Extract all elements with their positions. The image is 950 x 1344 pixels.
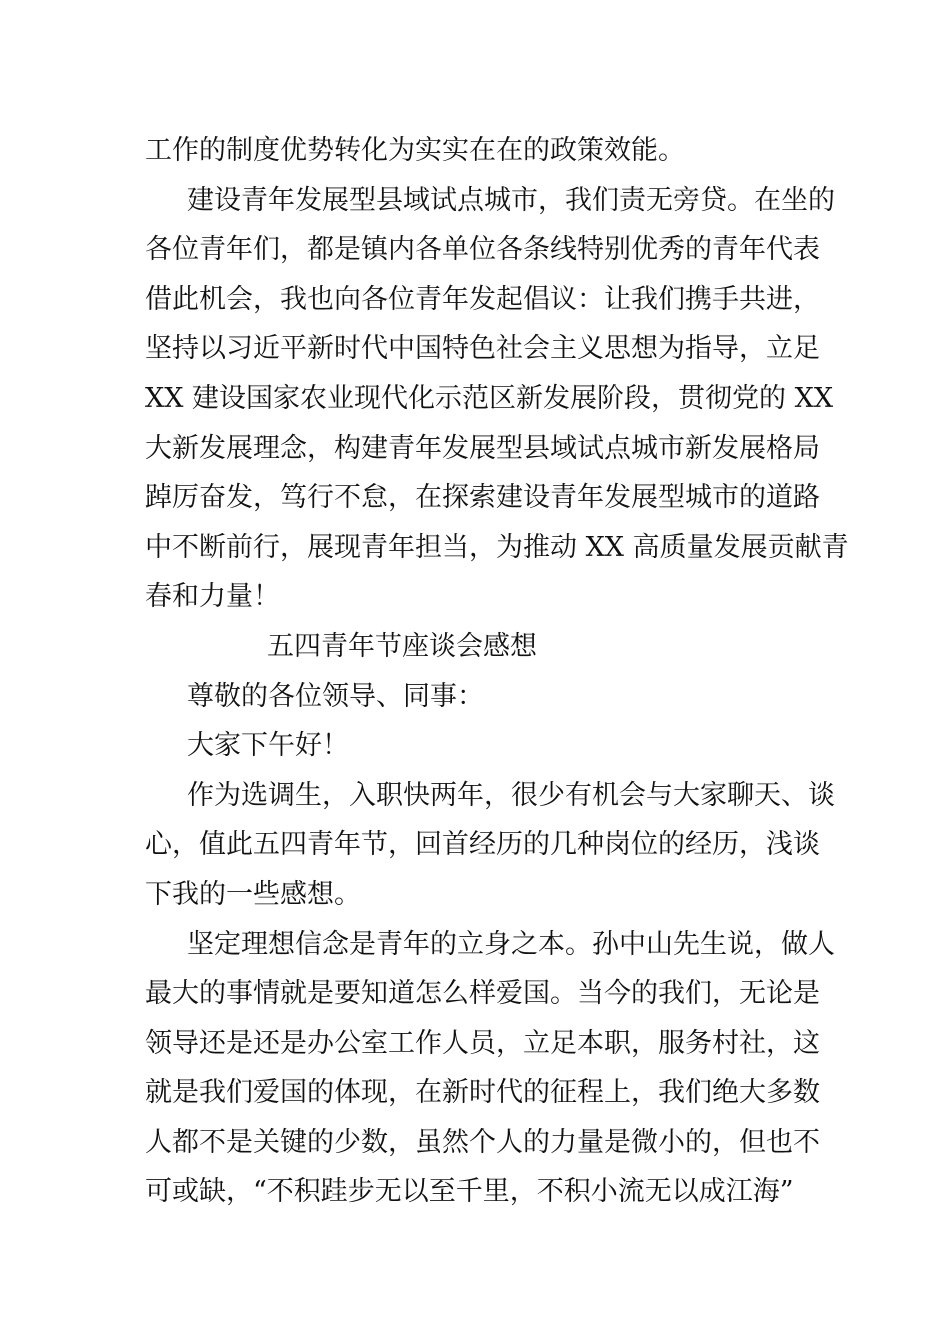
- text-line: 就是我们爱国的体现，在新时代的征程上，我们绝大多数: [145, 1077, 820, 1109]
- text-line: 心，值此五四青年节，回首经历的几种岗位的经历，浅谈: [145, 829, 820, 861]
- text-line: 最大的事情就是要知道怎么样爱国。当今的我们，无论是: [145, 978, 820, 1010]
- document-body: [145, 126, 849, 1217]
- text-line: 借此机会，我也向各位青年发起倡议：让我们携手共进，: [145, 283, 820, 315]
- text-line: 下我的一些感想。: [145, 878, 361, 910]
- text-line: XX 建设国家农业现代化示范区新发展阶段，贯彻党的 XX: [145, 382, 834, 414]
- text-line: 人都不是关键的少数，虽然个人的力量是微小的，但也不: [145, 1126, 820, 1158]
- text-line: 各位青年们，都是镇内各单位各条线特别优秀的青年代表: [145, 234, 820, 266]
- paragraph-start-line: 作为选调生，入职快两年，很少有机会与大家聊天、谈: [187, 779, 835, 811]
- text-line: 春和力量！: [145, 581, 280, 613]
- text-line: 工作的制度优势转化为实实在在的政策效能。: [145, 135, 685, 166]
- salutation: 尊敬的各位领导、同事：: [187, 680, 484, 712]
- text-line: 坚持以习近平新时代中国特色社会主义思想为指导，立足: [145, 333, 820, 365]
- paragraph-start-line: 建设青年发展型县域试点城市，我们责无旁贷。在坐的: [187, 184, 835, 216]
- text-line: 可或缺，“不积跬步无以至千里，不积小流无以成江海”: [145, 1176, 794, 1208]
- greeting: 大家下午好！: [187, 730, 349, 762]
- text-line: 领导还是还是办公室工作人员，立足本职，服务村社，这: [145, 1027, 820, 1059]
- paragraph-start-line: 坚定理想信念是青年的立身之本。孙中山先生说，做人: [187, 928, 835, 960]
- text-line: 大新发展理念，构建青年发展型县域试点城市新发展格局: [145, 432, 820, 464]
- text-line: 踔厉奋发，笃行不怠，在探索建设青年发展型城市的道路: [145, 482, 820, 514]
- section-title: 五四青年节座谈会感想: [267, 630, 537, 662]
- text-line: 中不断前行，展现青年担当，为推动 XX 高质量发展贡献青: [145, 531, 849, 563]
